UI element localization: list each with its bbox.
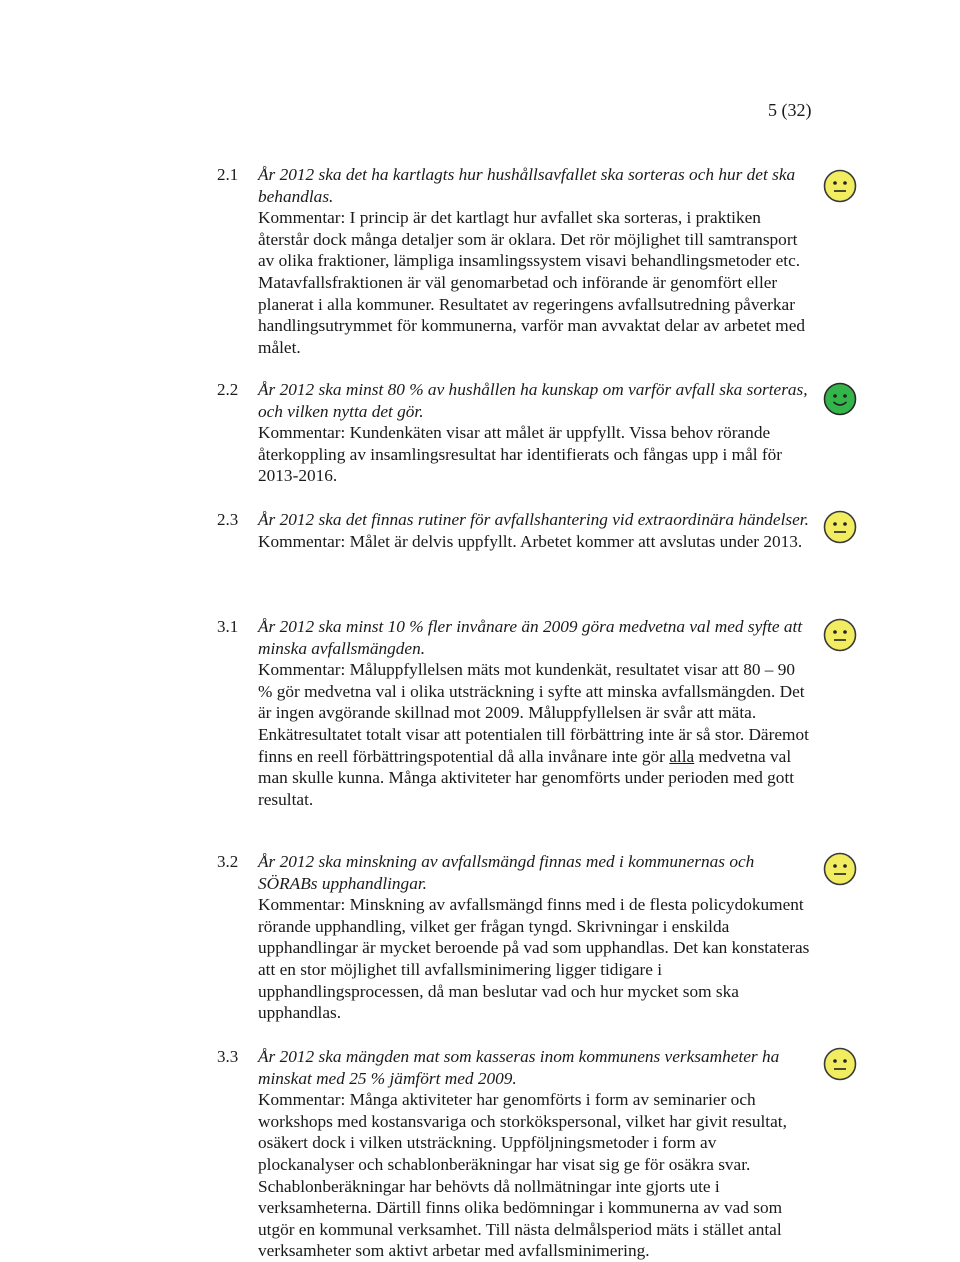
goal-section-2-3 [217, 509, 817, 552]
goal-statement: År 2012 ska minskning av avfallsmängd finnas med i kommunernas och SÖRABs upphandlingar. [258, 852, 755, 893]
goal-statement: År 2012 ska minst 10 % fler invånare än 2009 göra medvetna val med syfte att minska avfallsmängden. [258, 617, 803, 658]
goal-statement: År 2012 ska minst 80 % av hushållen ha kunskap om varför avfall ska sorteras, och vilken nytta det gör. [258, 380, 808, 421]
goal-number: 2.3 [217, 510, 239, 529]
goal-section-3-1 [217, 616, 817, 810]
goal-number: 3.2 [217, 852, 239, 871]
goal-comment: Kommentar: Många aktiviteter har genomförts i form av seminarier och workshops med kostansvariga och storkökspersonal, vilket har givit resultat, osäkert dock i vilken utsträckning. Uppföljningsmetoder i form av plockanalyser och schablonberäkningar har visat sig ge för osäkra svar. Schablonberäkningar har behövts då nollmätningar inte gjorts ute i verksamheterna. Därtill finns olika bedömningar i kommunerna av vad som utgör en kommunal verksamhet. Till nästa delmålsperiod mäts i stället antal verksamheter som aktivt arbetar med avfallsminimering. [258, 1090, 787, 1261]
goal-statement: År 2012 ska det ha kartlagts hur hushållsavfallet ska sorteras och hur det ska behandlas. [258, 165, 796, 206]
goal-comment: Kommentar: I princip är det kartlagt hur avfallet ska sorteras, i praktiken återstår dock många detaljer som är oklara. Det rör möjlighet till samtransport av olika fraktioner, lämpliga insamlingssystem visavi behandlingsmetoder etc. Matavfallsfraktionen är väl genomarbetad och införande är genomfört eller planerat i alla kommuner. Resultatet av regeringens avfallsutredning påverkar handlingsutrymmet för kommunerna, varför man avvaktat delar av arbetet med målet. [258, 208, 806, 357]
goal-number: 2.2 [217, 380, 239, 399]
goal-number: 3.3 [217, 1047, 239, 1066]
goal-section-3-2 [217, 851, 817, 1024]
neutral-face-icon [822, 1046, 858, 1082]
happy-face-icon [822, 381, 858, 417]
neutral-face-icon [822, 617, 858, 653]
goal-comment: Kommentar: Kundenkäten visar att målet är uppfyllt. Vissa behov rörande återkoppling av insamlingsresultat har identifierats och fångas upp i mål för 2013-2016. [258, 423, 783, 486]
neutral-face-icon [822, 509, 858, 545]
goal-number: 3.1 [217, 617, 239, 636]
goal-section-3-3 [217, 1046, 817, 1262]
goal-comment: Kommentar: Målet är delvis uppfyllt. Arbetet kommer att avslutas under 2013. [258, 531, 803, 551]
goal-statement: År 2012 ska det finnas rutiner för avfallshantering vid extraordinära händelser. [258, 510, 809, 529]
comment-text: Kommentar: Måluppfyllelsen mäts mot kundenkät, resultatet visar att 80 – 90 % gör medvetna val i olika utsträckning i syfte att minska avfallsmängden. Det är ingen avgörande skillnad mot 2009. Måluppfyllelsen är svår att mäta. Enkätresultatet totalt visar att potentialen till förbättring inte är så stor. Däremot finns en reell förbättringspotential då alla invånare inte gör [258, 660, 809, 766]
goal-statement: År 2012 ska mängden mat som kasseras inom kommunens verksamheter ha minskat med 25 % jämfört med 2009. [258, 1047, 780, 1088]
neutral-face-icon [822, 168, 858, 204]
page-number: 5 (32) [768, 100, 812, 120]
comment-text: medvetna val man skulle kunna. Många aktiviteter har genomförts under perioden med gott resultat. [258, 746, 795, 809]
neutral-face-icon [822, 851, 858, 887]
goal-section-2-1 [217, 164, 817, 358]
goal-comment: Kommentar: Minskning av avfallsmängd finns med i de flesta policydokument rörande upphandling, vilket ger frågan tyngd. Skrivningar i enskilda upphandlingar är mycket beroende på vad som upphandlas. Det kan konstateras att en stor möjlighet till avfallsminimering ligger tidigare i upphandlingsprocessen, då man beslutar vad och hur mycket som ska upphandlas. [258, 895, 810, 1023]
goal-comment [258, 659, 813, 810]
goal-section-2-2 [217, 379, 817, 487]
underlined-word: alla [669, 746, 695, 766]
goal-number: 2.1 [217, 165, 239, 184]
